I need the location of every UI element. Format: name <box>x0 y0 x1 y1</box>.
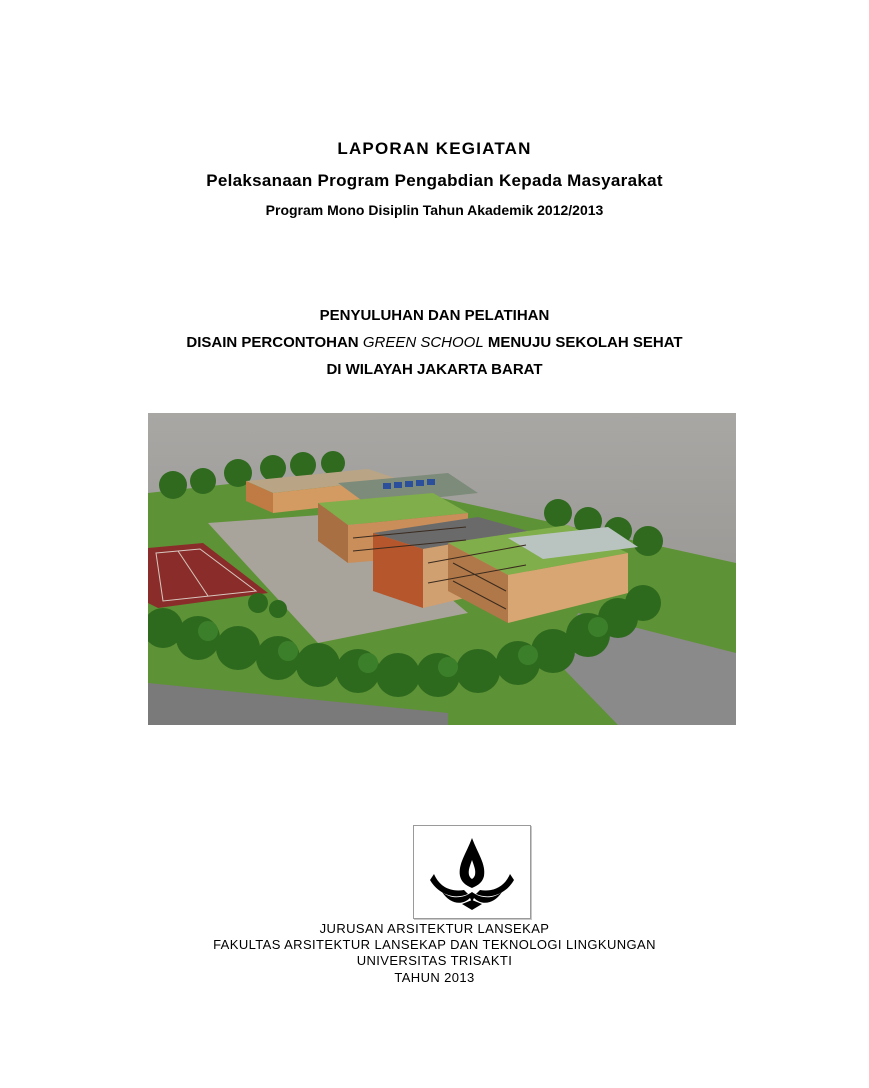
title-line-2-prefix: DISAIN PERCONTOHAN <box>186 334 363 351</box>
title-green-school: GREEN SCHOOL <box>362 334 484 351</box>
university-logo <box>413 825 531 919</box>
faculty: FAKULTAS ARSITEKTUR LANSEKAP DAN TEKNOLOGI LINGKUNGAN <box>213 937 656 952</box>
university: UNIVERSITAS TRISAKTI <box>356 953 513 968</box>
title-line-2-suffix: MENUJU SEKOLAH SEHAT <box>483 334 683 351</box>
school-building-render <box>148 413 736 725</box>
year: TAHUN 2013 <box>394 970 475 985</box>
title-line-1: PENYULUHAN DAN PELATIHAN <box>319 307 550 324</box>
title-line-2 <box>0 334 869 351</box>
program-line: Program Mono Disiplin Tahun Akademik 2012/2013 <box>265 202 604 218</box>
report-subheading: Pelaksanaan Program Pengabdian Kepada Masyarakat <box>206 171 663 190</box>
report-heading: LAPORAN KEGIATAN <box>337 139 532 158</box>
department: JURUSAN ARSITEKTUR LANSEKAP <box>319 921 550 936</box>
title-line-3: DI WILAYAH JAKARTA BARAT <box>326 361 543 378</box>
trisakti-emblem-icon <box>422 832 522 912</box>
